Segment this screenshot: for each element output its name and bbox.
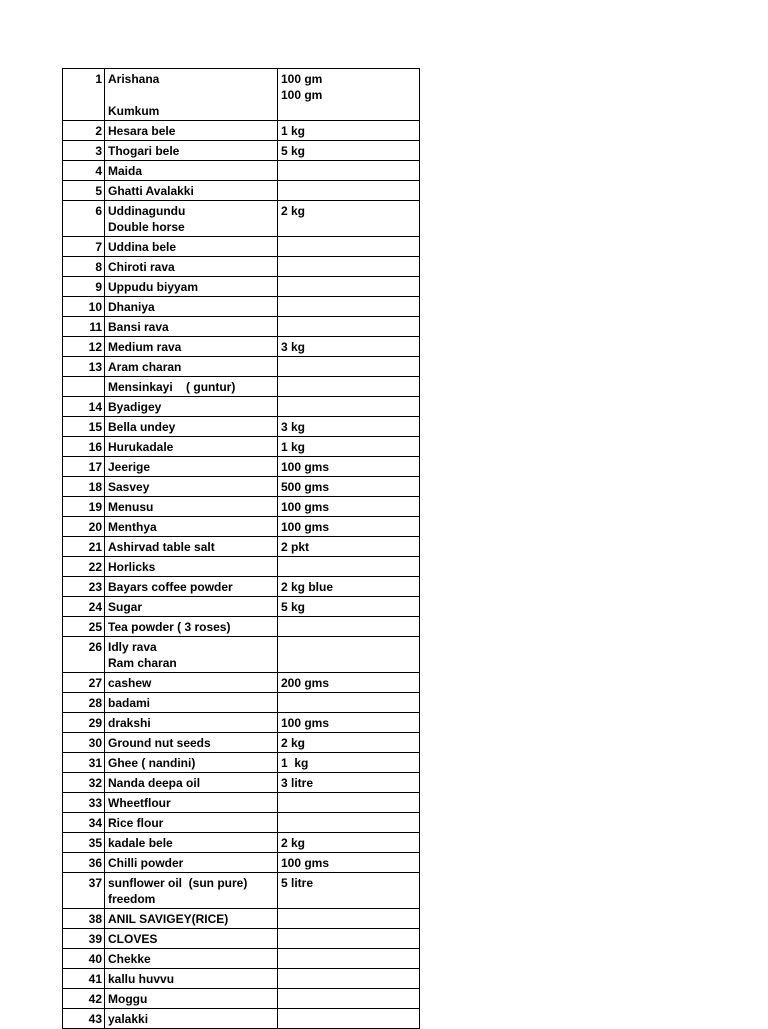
item-quantity-line: 2 pkt [281, 540, 310, 554]
item-name [105, 989, 278, 1008]
item-name [105, 69, 278, 120]
table-row [62, 673, 420, 693]
row-number: 8 [62, 257, 105, 276]
row-number: 35 [62, 833, 105, 852]
row-number: 40 [62, 949, 105, 968]
row-number: 25 [62, 617, 105, 636]
item-name-line: Chilli powder [108, 856, 184, 870]
row-number: 6 [62, 201, 105, 236]
item-name [105, 617, 278, 636]
item-quantity-line [281, 971, 416, 987]
table-row [62, 853, 420, 873]
row-number: 17 [62, 457, 105, 476]
table-row [62, 989, 420, 1009]
item-name-line: Rice flour [108, 816, 164, 830]
item-name [105, 969, 278, 988]
item-quantity-line: 1 kg [281, 124, 306, 138]
item-quantity [278, 693, 420, 712]
item-name-line: Ground nut seeds [108, 736, 211, 750]
item-quantity-line: 100 gms [281, 520, 330, 534]
row-number: 37 [62, 873, 105, 908]
item-name [105, 141, 278, 160]
item-name [105, 813, 278, 832]
item-name [105, 597, 278, 616]
item-name-line: Bayars coffee powder [108, 580, 233, 594]
item-quantity [278, 141, 420, 160]
item-quantity [278, 69, 420, 120]
item-name-line: Medium rava [108, 340, 182, 354]
item-quantity [278, 497, 420, 516]
item-quantity [278, 577, 420, 596]
item-name [105, 873, 278, 908]
item-name [105, 557, 278, 576]
item-name [105, 497, 278, 516]
item-quantity-line [281, 951, 416, 967]
row-number: 14 [62, 397, 105, 416]
item-quantity [278, 237, 420, 256]
row-number: 33 [62, 793, 105, 812]
item-name [105, 517, 278, 536]
table-row [62, 377, 420, 397]
row-number: 32 [62, 773, 105, 792]
item-quantity-line [281, 931, 416, 947]
item-name-line: Menusu [108, 500, 154, 514]
item-quantity [278, 457, 420, 476]
table-row [62, 833, 420, 853]
item-name-line: Kumkum [108, 104, 160, 118]
item-name-line [108, 87, 274, 103]
row-number: 2 [62, 121, 105, 140]
table-row [62, 773, 420, 793]
item-name-line: sunflower oil (sun pure) [108, 876, 248, 890]
table-row [62, 437, 420, 457]
item-name [105, 773, 278, 792]
item-quantity-line [281, 991, 416, 1007]
item-name [105, 537, 278, 556]
item-name-line: Ashirvad table salt [108, 540, 215, 554]
item-quantity [278, 417, 420, 436]
item-quantity [278, 637, 420, 672]
item-quantity-line: 3 kg [281, 420, 306, 434]
row-number: 18 [62, 477, 105, 496]
row-number: 39 [62, 929, 105, 948]
table-row [62, 949, 420, 969]
item-name-line: Wheetflour [108, 796, 171, 810]
item-name-line: CLOVES [108, 932, 158, 946]
table-row [62, 497, 420, 517]
item-name [105, 833, 278, 852]
item-quantity-line [281, 795, 416, 811]
item-quantity [278, 833, 420, 852]
table-row [62, 257, 420, 277]
item-name-line: Dhaniya [108, 300, 155, 314]
item-quantity [278, 853, 420, 872]
row-number: 26 [62, 637, 105, 672]
item-name [105, 949, 278, 968]
row-number [62, 377, 105, 396]
table-row [62, 297, 420, 317]
item-name-line: Ghatti Avalakki [108, 184, 194, 198]
item-quantity-line [281, 299, 416, 315]
row-number: 1 [62, 69, 105, 120]
item-quantity [278, 317, 420, 336]
item-quantity [278, 617, 420, 636]
row-number: 20 [62, 517, 105, 536]
item-name [105, 161, 278, 180]
row-number: 27 [62, 673, 105, 692]
table-row [62, 909, 420, 929]
item-quantity [278, 181, 420, 200]
item-name [105, 437, 278, 456]
row-number: 34 [62, 813, 105, 832]
row-number: 31 [62, 753, 105, 772]
table-row [62, 457, 420, 477]
table-row [62, 597, 420, 617]
item-quantity-line: 2 kg [281, 836, 306, 850]
item-name-line: Tea powder ( 3 roses) [108, 620, 231, 634]
table-row [62, 121, 420, 141]
item-quantity [278, 377, 420, 396]
item-name-line: Menthya [108, 520, 157, 534]
item-quantity [278, 949, 420, 968]
item-name [105, 909, 278, 928]
item-quantity [278, 357, 420, 376]
row-number: 38 [62, 909, 105, 928]
item-quantity-line: 5 kg [281, 144, 306, 158]
item-quantity-line: 500 gms [281, 480, 330, 494]
table-row [62, 617, 420, 637]
item-quantity-line [281, 259, 416, 275]
row-number: 29 [62, 713, 105, 732]
item-quantity [278, 733, 420, 752]
item-name [105, 693, 278, 712]
item-quantity [278, 437, 420, 456]
table-row [62, 577, 420, 597]
table-row [62, 793, 420, 813]
item-name-line: Maida [108, 164, 143, 178]
item-name-line: kallu huvvu [108, 972, 175, 986]
row-number: 36 [62, 853, 105, 872]
item-quantity [278, 517, 420, 536]
item-name-line: Uppudu biyyam [108, 280, 199, 294]
item-quantity-line: 100 gms [281, 500, 330, 514]
item-quantity [278, 337, 420, 356]
item-quantity-line: 100 gms [281, 856, 330, 870]
item-quantity-line [281, 239, 416, 255]
item-name-line: Ghee ( nandini) [108, 756, 196, 770]
item-name [105, 121, 278, 140]
item-name-line: Chekke [108, 952, 151, 966]
row-number: 28 [62, 693, 105, 712]
item-name-line: Idly rava [108, 640, 157, 654]
table-row [62, 317, 420, 337]
item-name-line: kadale bele [108, 836, 173, 850]
item-quantity [278, 713, 420, 732]
table-row [62, 68, 420, 121]
row-number: 11 [62, 317, 105, 336]
item-quantity-line: 3 litre [281, 776, 314, 790]
item-quantity [278, 201, 420, 236]
table-row [62, 237, 420, 257]
item-name-line: badami [108, 696, 151, 710]
grocery-list-table [62, 68, 420, 1029]
item-name [105, 577, 278, 596]
item-name-line: Mensinkayi ( guntur) [108, 380, 236, 394]
item-quantity [278, 397, 420, 416]
item-name [105, 753, 278, 772]
table-row [62, 337, 420, 357]
item-quantity [278, 277, 420, 296]
item-name [105, 181, 278, 200]
item-quantity [278, 477, 420, 496]
row-number: 13 [62, 357, 105, 376]
row-number: 43 [62, 1009, 105, 1028]
table-row [62, 277, 420, 297]
item-quantity [278, 1009, 420, 1028]
item-quantity-line: 5 kg [281, 600, 306, 614]
table-row [62, 713, 420, 733]
table-row [62, 537, 420, 557]
row-number: 10 [62, 297, 105, 316]
item-quantity-line [281, 399, 416, 415]
item-name-line: freedom [108, 892, 156, 906]
item-name-line: cashew [108, 676, 152, 690]
item-name [105, 257, 278, 276]
item-quantity [278, 793, 420, 812]
item-name-line: Thogari bele [108, 144, 180, 158]
item-quantity-line: 2 kg [281, 204, 306, 218]
item-quantity-line: 3 kg [281, 340, 306, 354]
table-row [62, 969, 420, 989]
item-quantity [278, 813, 420, 832]
item-quantity [278, 929, 420, 948]
item-name [105, 1009, 278, 1028]
item-name-line: Bella undey [108, 420, 176, 434]
table-row [62, 929, 420, 949]
table-row [62, 357, 420, 377]
item-quantity-line [281, 639, 416, 655]
item-name [105, 673, 278, 692]
item-quantity-line: 2 kg [281, 736, 306, 750]
item-quantity-line [281, 559, 416, 575]
item-name-line: Chiroti rava [108, 260, 175, 274]
table-row [62, 161, 420, 181]
item-name-line: drakshi [108, 716, 151, 730]
item-name [105, 357, 278, 376]
table-row [62, 397, 420, 417]
item-name-line: Moggu [108, 992, 148, 1006]
item-name-line: Sasvey [108, 480, 150, 494]
item-quantity-line: 100 gms [281, 716, 330, 730]
item-name [105, 377, 278, 396]
item-name-line: Arishana [108, 72, 160, 86]
item-name [105, 733, 278, 752]
item-name [105, 337, 278, 356]
item-quantity [278, 989, 420, 1008]
item-quantity [278, 873, 420, 908]
item-quantity-line: 200 gms [281, 676, 330, 690]
item-name-line: Uddina bele [108, 240, 177, 254]
item-name-line: yalakki [108, 1012, 149, 1026]
table-row [62, 417, 420, 437]
item-name [105, 853, 278, 872]
table-row [62, 733, 420, 753]
item-quantity-line [281, 695, 416, 711]
item-quantity [278, 753, 420, 772]
item-name [105, 397, 278, 416]
item-quantity-line: 100 gm [281, 88, 323, 102]
item-name-line: Nanda deepa oil [108, 776, 201, 790]
item-quantity-line: 2 kg blue [281, 580, 334, 594]
item-name [105, 637, 278, 672]
table-row [62, 517, 420, 537]
item-name [105, 793, 278, 812]
table-row [62, 141, 420, 161]
row-number: 24 [62, 597, 105, 616]
row-number: 12 [62, 337, 105, 356]
item-name-line: Bansi rava [108, 320, 169, 334]
table-row [62, 1009, 420, 1029]
table-row [62, 181, 420, 201]
item-quantity-line [281, 183, 416, 199]
item-name [105, 713, 278, 732]
item-quantity-line [281, 279, 416, 295]
item-name-line: Hesara bele [108, 124, 176, 138]
item-name-line: Byadigey [108, 400, 162, 414]
item-quantity-line [281, 815, 416, 831]
item-name-line: Jeerige [108, 460, 151, 474]
item-name [105, 457, 278, 476]
item-name [105, 317, 278, 336]
item-quantity [278, 773, 420, 792]
item-quantity-line [281, 379, 416, 395]
item-quantity-line: 100 gm [281, 72, 323, 86]
row-number: 41 [62, 969, 105, 988]
table-row [62, 477, 420, 497]
item-quantity-line: 100 gms [281, 460, 330, 474]
row-number: 21 [62, 537, 105, 556]
table-row [62, 637, 420, 673]
row-number: 7 [62, 237, 105, 256]
row-number: 4 [62, 161, 105, 180]
row-number: 16 [62, 437, 105, 456]
item-name-line: Ram charan [108, 656, 177, 670]
item-quantity-line [281, 359, 416, 375]
item-name [105, 417, 278, 436]
item-quantity-line [281, 1011, 416, 1027]
row-number: 30 [62, 733, 105, 752]
table-row [62, 693, 420, 713]
item-name [105, 237, 278, 256]
item-quantity-line [281, 163, 416, 179]
row-number: 15 [62, 417, 105, 436]
item-name-line: Uddinagundu [108, 204, 186, 218]
item-quantity-line: 1 kg [281, 440, 306, 454]
item-quantity [278, 597, 420, 616]
item-quantity-line: 5 litre [281, 876, 314, 890]
item-quantity [278, 673, 420, 692]
item-quantity-line [281, 319, 416, 335]
row-number: 5 [62, 181, 105, 200]
item-name-line: Double horse [108, 220, 185, 234]
row-number: 23 [62, 577, 105, 596]
item-name-line: Aram charan [108, 360, 182, 374]
row-number: 19 [62, 497, 105, 516]
item-name-line: Hurukadale [108, 440, 174, 454]
item-quantity-line: 1 kg [281, 756, 309, 770]
item-quantity [278, 121, 420, 140]
item-quantity [278, 297, 420, 316]
table-row [62, 201, 420, 237]
row-number: 3 [62, 141, 105, 160]
item-quantity [278, 557, 420, 576]
item-quantity [278, 537, 420, 556]
item-quantity [278, 909, 420, 928]
item-name [105, 929, 278, 948]
item-quantity [278, 969, 420, 988]
item-name [105, 477, 278, 496]
item-name-line: ANIL SAVIGEY(RICE) [108, 912, 229, 926]
row-number: 22 [62, 557, 105, 576]
row-number: 42 [62, 989, 105, 1008]
table-row [62, 753, 420, 773]
item-name-line: Horlicks [108, 560, 156, 574]
item-quantity-line [281, 911, 416, 927]
item-name [105, 277, 278, 296]
table-row [62, 813, 420, 833]
table-row [62, 557, 420, 577]
item-quantity [278, 257, 420, 276]
item-name [105, 201, 278, 236]
item-name-line: Sugar [108, 600, 143, 614]
table-row [62, 873, 420, 909]
row-number: 9 [62, 277, 105, 296]
item-quantity [278, 161, 420, 180]
item-name [105, 297, 278, 316]
item-quantity-line [281, 619, 416, 635]
